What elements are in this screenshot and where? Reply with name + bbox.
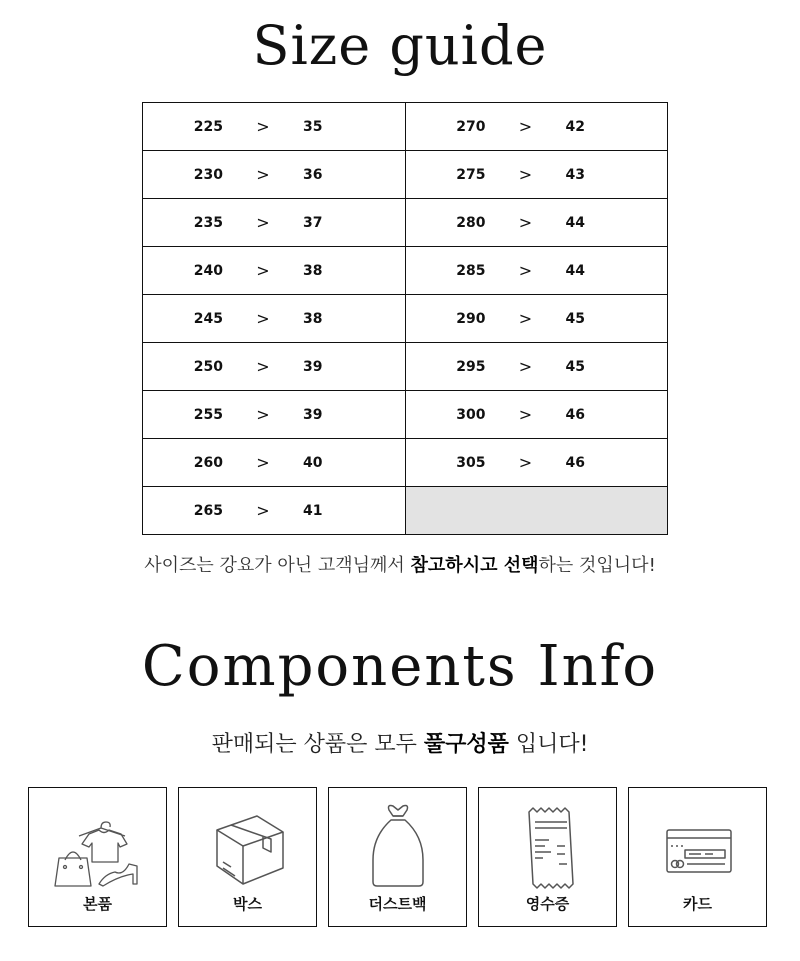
- size-cell-left: [143, 391, 406, 439]
- shoe-size-eu: 45: [565, 358, 585, 375]
- size-cell-right: [405, 103, 668, 151]
- chevron-right-icon: >: [518, 309, 533, 328]
- size-cell-left: [143, 439, 406, 487]
- chevron-right-icon: >: [256, 405, 270, 424]
- shoe-size-eu: 43: [565, 166, 585, 183]
- size-cell-left: [143, 343, 406, 391]
- shoe-size-mm: 225: [193, 118, 223, 135]
- shoe-size-eu: 42: [565, 118, 585, 135]
- component-receipt: [478, 787, 617, 927]
- chevron-right-icon: >: [518, 213, 533, 232]
- chevron-right-icon: >: [518, 165, 533, 184]
- component-label: 카드: [683, 895, 712, 913]
- shoe-size-mm: 260: [193, 454, 223, 471]
- chevron-right-icon: >: [256, 117, 270, 136]
- shoe-size-mm: 255: [193, 406, 223, 423]
- shoe-size-mm: 235: [193, 214, 223, 231]
- size-guide-title: Size guide: [252, 14, 548, 77]
- size-cell-right: [405, 391, 668, 439]
- components-list: [28, 787, 772, 929]
- chevron-right-icon: >: [256, 501, 270, 520]
- chevron-right-icon: >: [256, 165, 270, 184]
- receipt-icon: [479, 788, 618, 898]
- subtitle-emphasis: 풀구성품: [423, 732, 509, 757]
- chevron-right-icon: >: [256, 357, 270, 376]
- size-row: [143, 103, 668, 151]
- size-table: [142, 102, 668, 535]
- size-cell-left: [143, 199, 406, 247]
- shoe-size-eu: 44: [565, 262, 585, 279]
- component-label: 영수증: [525, 895, 570, 913]
- shoe-size-mm: 275: [456, 166, 486, 183]
- chevron-right-icon: >: [518, 405, 533, 424]
- size-cell-right: [405, 199, 668, 247]
- size-cell-left: [143, 151, 406, 199]
- shoe-size-eu: 39: [303, 358, 323, 375]
- size-note: [0, 551, 800, 577]
- size-note-text-end: 하는 것입니다!: [538, 555, 656, 576]
- shoe-size-mm: 270: [456, 118, 486, 135]
- chevron-right-icon: >: [256, 213, 270, 232]
- shoe-size-eu: 37: [303, 214, 323, 231]
- component-box: [178, 787, 317, 927]
- size-cell-right: [405, 487, 668, 535]
- size-cell-right: [405, 439, 668, 487]
- shoe-size-eu: 44: [565, 214, 585, 231]
- chevron-right-icon: >: [256, 309, 270, 328]
- component-dust-bag: [328, 787, 467, 927]
- shoe-size-eu: 39: [303, 406, 323, 423]
- components-subtitle: [0, 727, 800, 758]
- shoe-size-mm: 300: [456, 406, 486, 423]
- size-note-emphasis: 참고하시고 선택: [410, 555, 539, 576]
- box-icon: [179, 788, 318, 898]
- size-row: [143, 439, 668, 487]
- shoe-size-eu: 45: [565, 310, 585, 327]
- shoe-size-eu: 35: [303, 118, 323, 135]
- size-cell-right: [405, 295, 668, 343]
- shoe-size-mm: 280: [456, 214, 486, 231]
- shoe-size-mm: 290: [456, 310, 486, 327]
- size-cell-left: [143, 487, 406, 535]
- shoe-size-mm: 230: [193, 166, 223, 183]
- size-row: [143, 247, 668, 295]
- chevron-right-icon: >: [256, 261, 270, 280]
- chevron-right-icon: >: [518, 117, 533, 136]
- chevron-right-icon: >: [518, 453, 533, 472]
- shoe-size-mm: 250: [193, 358, 223, 375]
- dust-bag-icon: [329, 788, 468, 898]
- size-row: [143, 295, 668, 343]
- shoe-size-mm: 245: [193, 310, 223, 327]
- size-cell-right: [405, 247, 668, 295]
- subtitle-text: 판매되는 상품은 모두: [211, 732, 424, 757]
- component-label: 박스: [233, 895, 262, 913]
- size-row: [143, 151, 668, 199]
- shoe-size-eu: 41: [303, 502, 323, 519]
- components-title: Components Info: [141, 634, 659, 699]
- size-row: [143, 199, 668, 247]
- shoe-size-mm: 265: [193, 502, 223, 519]
- shoe-size-eu: 38: [303, 262, 323, 279]
- component-label: 더스트백: [368, 895, 427, 913]
- product-icon: [29, 788, 168, 898]
- chevron-right-icon: >: [518, 261, 533, 280]
- size-cell-left: [143, 247, 406, 295]
- shoe-size-eu: 38: [303, 310, 323, 327]
- size-note-text: 사이즈는 강요가 아닌 고객님께서: [144, 555, 411, 576]
- card-icon: [629, 788, 768, 898]
- component-product: [28, 787, 167, 927]
- shoe-size-mm: 240: [193, 262, 223, 279]
- shoe-size-eu: 46: [565, 406, 585, 423]
- size-cell-left: [143, 295, 406, 343]
- chevron-right-icon: >: [256, 453, 270, 472]
- shoe-size-eu: 36: [303, 166, 323, 183]
- component-card: [628, 787, 767, 927]
- size-cell-left: [143, 103, 406, 151]
- shoe-size-eu: 46: [565, 454, 585, 471]
- shoe-size-eu: 40: [303, 454, 323, 471]
- shoe-size-mm: 285: [456, 262, 486, 279]
- shoe-size-mm: 295: [456, 358, 486, 375]
- size-cell-right: [405, 343, 668, 391]
- size-cell-right: [405, 151, 668, 199]
- shoe-size-mm: 305: [456, 454, 486, 471]
- subtitle-text-end: 입니다!: [508, 732, 589, 757]
- size-row: [143, 487, 668, 535]
- chevron-right-icon: >: [518, 357, 533, 376]
- component-label: 본품: [83, 895, 112, 913]
- size-row: [143, 391, 668, 439]
- size-row: [143, 343, 668, 391]
